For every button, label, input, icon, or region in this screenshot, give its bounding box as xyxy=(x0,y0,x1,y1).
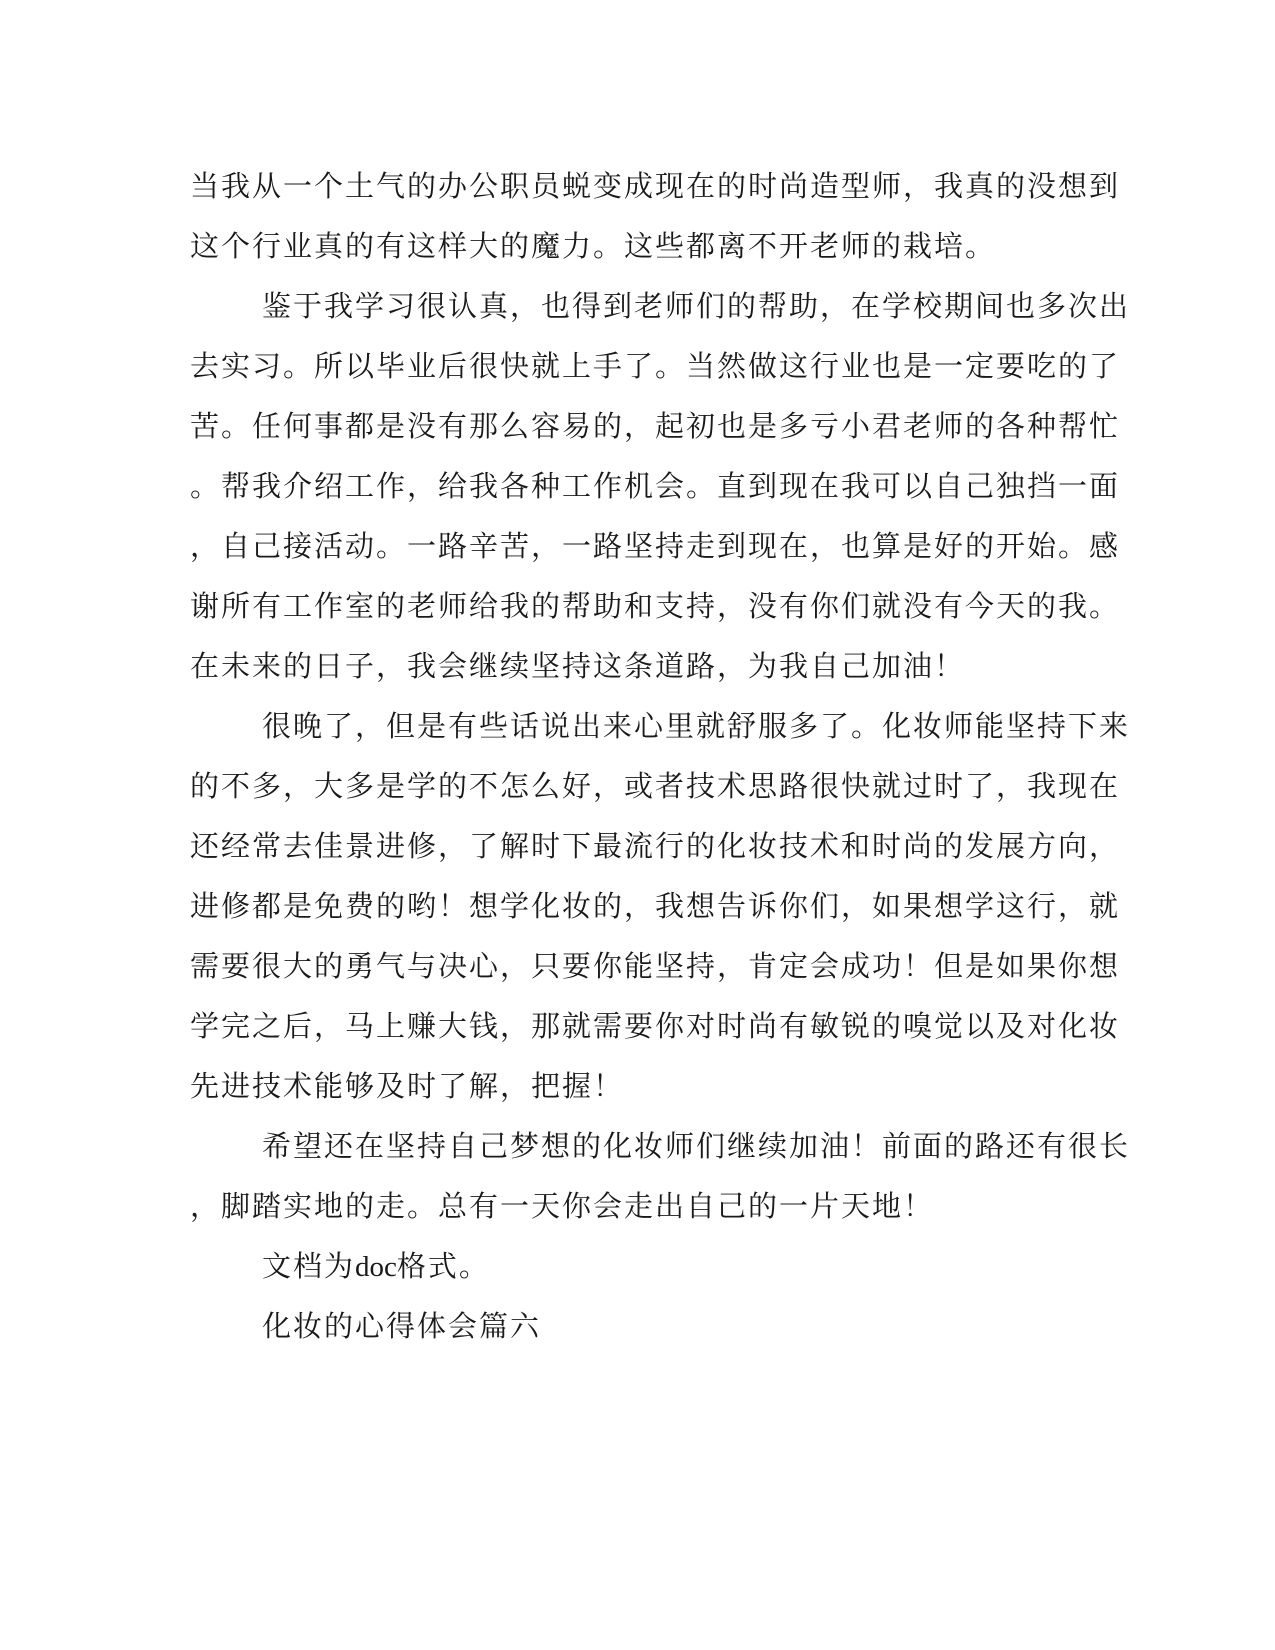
text-line: 。帮我介绍工作，给我各种工作机会。直到现在我可以自己独挡一面 xyxy=(190,469,1121,503)
format-note-prefix: 文档为 xyxy=(262,1249,356,1283)
text-line: 进修都是免费的哟！想学化妆的，我想告诉你们，如果想学这行，就 xyxy=(190,889,1121,923)
text-line: ，脚踏实地的走。总有一天你会走出自己的一片天地！ xyxy=(190,1189,935,1223)
paragraph xyxy=(190,276,1131,696)
text-line: 还经常去佳景进修，了解时下最流行的化妆技术和时尚的发展方向， xyxy=(190,829,1121,863)
format-note-suffix: 格式。 xyxy=(396,1249,490,1283)
text-line: 苦。任何事都是没有那么容易的，起初也是多亏小君老师的各种帮忙 xyxy=(190,409,1121,443)
text-line: 需要很大的勇气与决心，只要你能坚持，肯定会成功！但是如果你想 xyxy=(190,949,1121,983)
format-note xyxy=(190,1236,1090,1296)
text-line: ，自己接活动。一路辛苦，一路坚持走到现在，也算是好的开始。感 xyxy=(190,529,1121,563)
paragraph xyxy=(190,1116,1131,1236)
paragraph xyxy=(190,696,1131,1116)
format-note-format: doc xyxy=(355,1251,397,1283)
document-body xyxy=(190,156,1131,1356)
text-line: 的不多，大多是学的不怎么好，或者技术思路很快就过时了，我现在 xyxy=(190,769,1121,803)
text-line: 鉴于我学习很认真，也得到老师们的帮助，在学校期间也多次出 xyxy=(262,289,1131,323)
text-line: 很晚了，但是有些话说出来心里就舒服多了。化妆师能坚持下来 xyxy=(262,709,1131,743)
paragraph xyxy=(190,156,1121,276)
text-line: 谢所有工作室的老师给我的帮助和支持，没有你们就没有今天的我。 xyxy=(190,589,1121,623)
text-line: 希望还在坚持自己梦想的化妆师们继续加油！前面的路还有很长 xyxy=(262,1129,1131,1163)
text-line: 去实习。所以毕业后很快就上手了。当然做这行业也是一定要吃的了 xyxy=(190,349,1121,383)
text-line: 这个行业真的有这样大的魔力。这些都离不开老师的栽培。 xyxy=(190,229,997,263)
text-line: 先进技术能够及时了解，把握！ xyxy=(190,1069,625,1103)
section-heading: 化妆的心得体会篇六 xyxy=(262,1309,542,1343)
text-line: 在未来的日子，我会继续坚持这条道路，为我自己加油！ xyxy=(190,649,966,683)
text-line: 学完之后，马上赚大钱，那就需要你对时尚有敏锐的嗅觉以及对化妆 xyxy=(190,1009,1121,1043)
text-line: 当我从一个土气的办公职员蜕变成现在的时尚造型师，我真的没想到 xyxy=(190,169,1121,203)
